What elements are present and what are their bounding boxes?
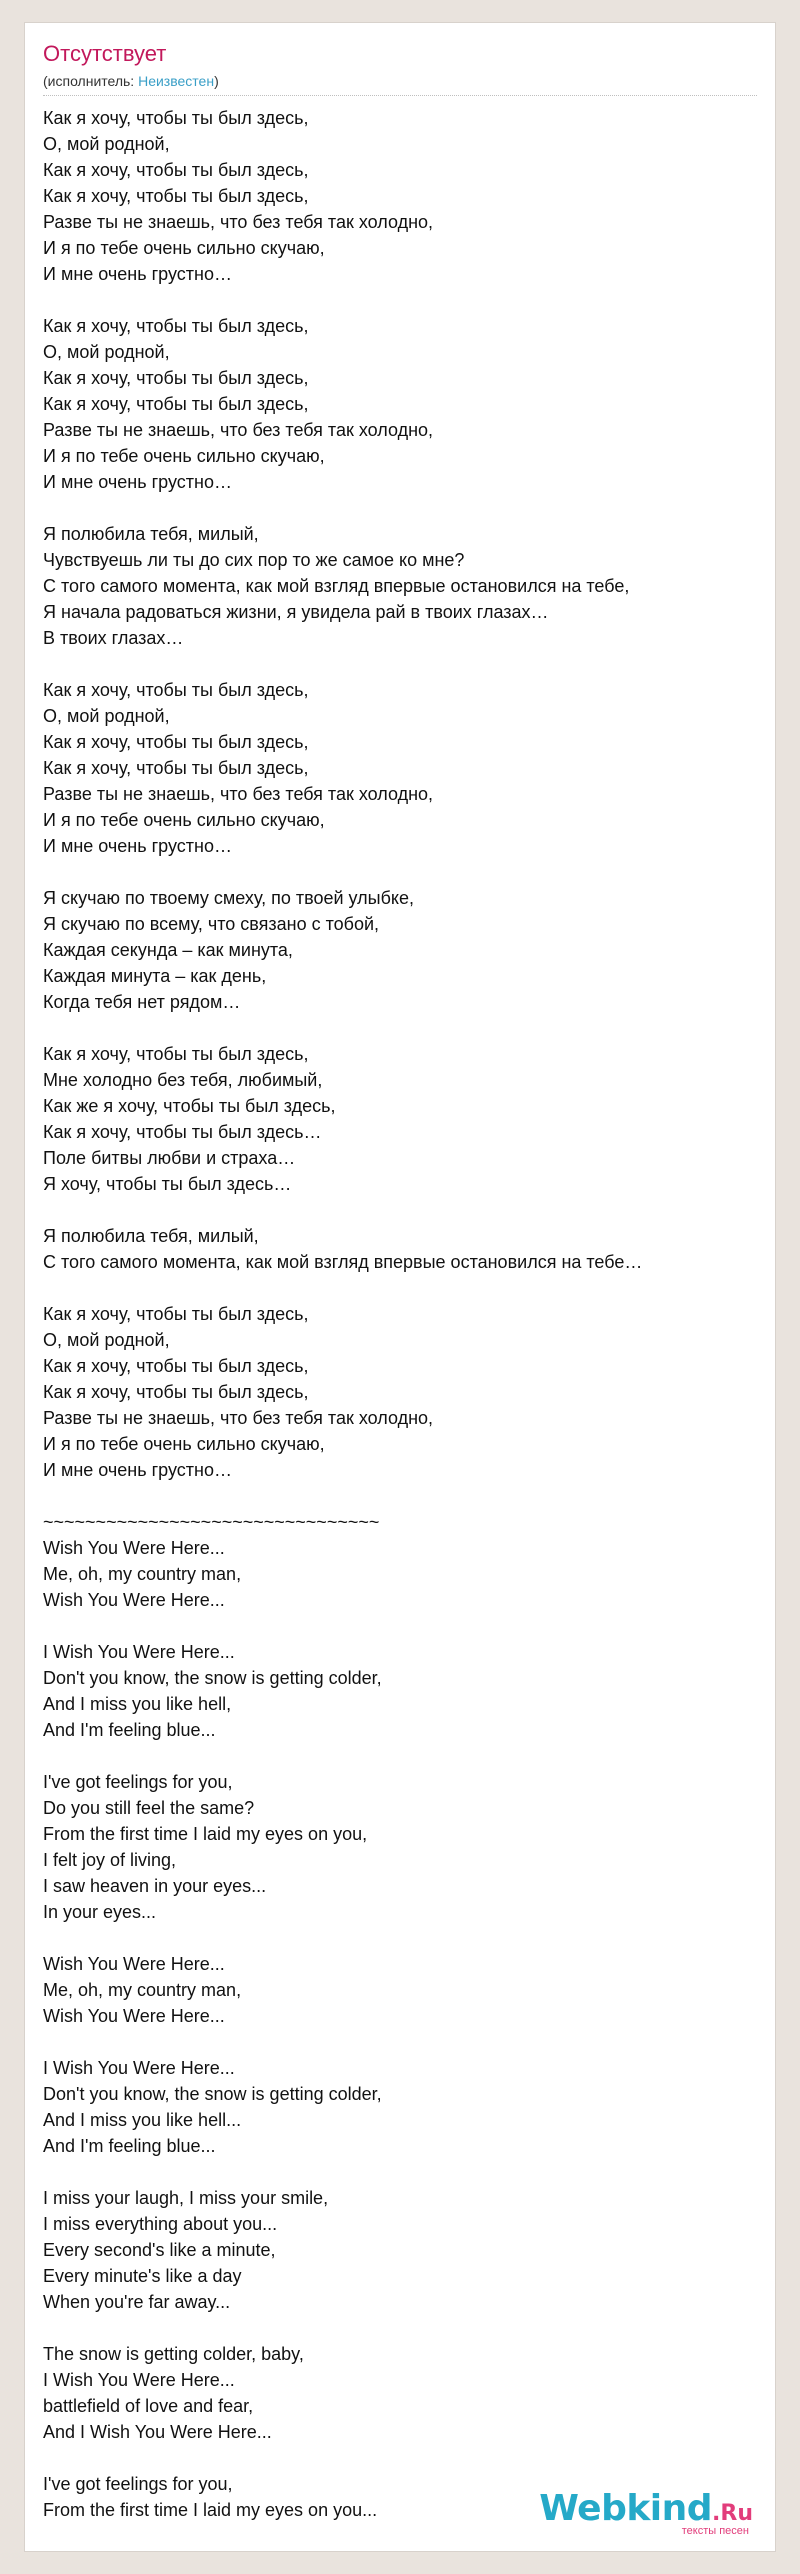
stanza-gap — [43, 495, 759, 521]
lyric-line: When you're far away... — [43, 2292, 231, 2312]
lyric-line: И мне очень грустно… — [43, 836, 232, 856]
stanza-gap — [43, 651, 759, 677]
lyric-line: Как я хочу, чтобы ты был здесь, — [43, 108, 309, 128]
lyric-line: I miss everything about you... — [43, 2214, 278, 2234]
lyrics-card — [24, 22, 776, 2552]
stanza-gap — [43, 1743, 759, 1769]
lyric-line: Я полюбила тебя, милый, — [43, 524, 259, 544]
lyric-line: Как я хочу, чтобы ты был здесь, — [43, 1382, 309, 1402]
lyric-line: Как я хочу, чтобы ты был здесь, — [43, 1044, 309, 1064]
lyric-line: Разве ты не знаешь, что без тебя так холодно, — [43, 212, 434, 232]
stanza-gap — [43, 1483, 759, 1509]
artist-prefix: (исполнитель: — [43, 73, 139, 89]
logo-brand: Webkind — [539, 2488, 713, 2529]
lyric-line: Wish You Were Here... — [43, 1538, 225, 1558]
lyric-line: And I miss you like hell, — [43, 1694, 232, 1714]
lyric-line: battlefield of love and fear, — [43, 2396, 254, 2416]
lyric-line: И я по тебе очень сильно скучаю, — [43, 238, 325, 258]
lyric-line: I Wish You Were Here... — [43, 2058, 235, 2078]
lyric-line: Разве ты не знаешь, что без тебя так холодно, — [43, 420, 434, 440]
lyrics-body — [43, 105, 759, 2523]
lyric-line: В твоих глазах… — [43, 628, 184, 648]
lyric-line: And I'm feeling blue... — [43, 1720, 216, 1740]
lyric-line: Каждая минута – как день, — [43, 966, 267, 986]
artist-line — [43, 73, 219, 89]
stanza-gap — [43, 2445, 759, 2471]
lyric-line: Me, oh, my country man, — [43, 1564, 242, 1584]
lyric-line: And I'm feeling blue... — [43, 2136, 216, 2156]
lyric-line: Wish You Were Here... — [43, 1590, 225, 1610]
lyric-line: Do you still feel the same? — [43, 1798, 255, 1818]
lyric-line: Я полюбила тебя, милый, — [43, 1226, 259, 1246]
lyric-line: О, мой родной, — [43, 134, 170, 154]
lyric-line: Don't you know, the snow is getting colder, — [43, 2084, 382, 2104]
lyric-line: Я начала радоваться жизни, я увидела рай в твоих глазах… — [43, 602, 549, 622]
lyric-line: С того самого момента, как мой взгляд впервые остановился на тебе… — [43, 1252, 643, 1272]
lyric-line: Как я хочу, чтобы ты был здесь, — [43, 368, 309, 388]
lyric-line: Every second's like a minute, — [43, 2240, 276, 2260]
lyric-line: С того самого момента, как мой взгляд впервые остановился на тебе, — [43, 576, 630, 596]
lyric-line: Я хочу, чтобы ты был здесь… — [43, 1174, 292, 1194]
lyric-line: Как я хочу, чтобы ты был здесь, — [43, 1356, 309, 1376]
lyric-line: О, мой родной, — [43, 342, 170, 362]
lyric-line: I miss your laugh, I miss your smile, — [43, 2188, 329, 2208]
lyric-line: Как я хочу, чтобы ты был здесь, — [43, 186, 309, 206]
lyric-line: I felt joy of living, — [43, 1850, 177, 1870]
stanza-gap — [43, 2159, 759, 2185]
lyric-line: Как я хочу, чтобы ты был здесь… — [43, 1122, 322, 1142]
lyric-line: From the first time I laid my eyes on you... — [43, 2500, 378, 2520]
lyric-line: I saw heaven in your eyes... — [43, 1876, 267, 1896]
lyric-line: Как я хочу, чтобы ты был здесь, — [43, 394, 309, 414]
stanza-gap — [43, 1613, 759, 1639]
lyric-line: And I miss you like hell... — [43, 2110, 242, 2130]
lyric-line: И мне очень грустно… — [43, 264, 232, 284]
stanza-gap — [43, 1925, 759, 1951]
lyric-line: И мне очень грустно… — [43, 1460, 232, 1480]
lyric-line: И я по тебе очень сильно скучаю, — [43, 446, 325, 466]
stanza-gap — [43, 287, 759, 313]
lyric-line: Поле битвы любви и страха… — [43, 1148, 296, 1168]
lyric-line: И мне очень грустно… — [43, 472, 232, 492]
lyric-line: I Wish You Were Here... — [43, 1642, 235, 1662]
site-logo[interactable] — [539, 2488, 753, 2537]
header-divider — [43, 95, 757, 96]
lyric-line: Разве ты не знаешь, что без тебя так холодно, — [43, 1408, 434, 1428]
lyric-line: Как я хочу, чтобы ты был здесь, — [43, 316, 309, 336]
artist-link[interactable]: Неизвестен — [138, 73, 215, 89]
page-title: Отсутствует — [43, 41, 167, 66]
lyric-line: И я по тебе очень сильно скучаю, — [43, 810, 325, 830]
lyric-line: О, мой родной, — [43, 1330, 170, 1350]
logo-tagline: тексты песен — [681, 2525, 749, 2537]
lyric-line: Мне холодно без тебя, любимый, — [43, 1070, 323, 1090]
lyric-line: Wish You Were Here... — [43, 1954, 225, 1974]
stanza-gap — [43, 1275, 759, 1301]
artist-suffix: ) — [214, 73, 219, 89]
stanza-gap — [43, 2315, 759, 2341]
stanza-gap — [43, 2029, 759, 2055]
lyric-line: In your eyes... — [43, 1902, 157, 1922]
lyric-line: I've got feelings for you, — [43, 2474, 233, 2494]
lyric-line: Как я хочу, чтобы ты был здесь, — [43, 732, 309, 752]
lyric-line: From the first time I laid my eyes on you, — [43, 1824, 368, 1844]
stanza-gap — [43, 1015, 759, 1041]
lyric-line: ~~~~~~~~~~~~~~~~~~~~~~~~~~~~~~~~ — [43, 1512, 380, 1532]
lyric-line: I've got feelings for you, — [43, 1772, 233, 1792]
lyric-line: Wish You Were Here... — [43, 2006, 225, 2026]
lyric-line: О, мой родной, — [43, 706, 170, 726]
lyric-line: Разве ты не знаешь, что без тебя так холодно, — [43, 784, 434, 804]
lyric-line: Чувствуешь ли ты до сих пор то же самое ко мне? — [43, 550, 465, 570]
logo-tld: .Ru — [712, 2501, 753, 2526]
lyric-line: Когда тебя нет рядом… — [43, 992, 241, 1012]
lyric-line: Я скучаю по всему, что связано с тобой, — [43, 914, 380, 934]
lyric-line: Как я хочу, чтобы ты был здесь, — [43, 1304, 309, 1324]
lyric-line: Как я хочу, чтобы ты был здесь, — [43, 758, 309, 778]
lyric-line: The snow is getting colder, baby, — [43, 2344, 304, 2364]
stanza-gap — [43, 859, 759, 885]
lyric-line: Me, oh, my country man, — [43, 1980, 242, 2000]
lyric-line: Я скучаю по твоему смеху, по твоей улыбке, — [43, 888, 415, 908]
lyric-line: Как же я хочу, чтобы ты был здесь, — [43, 1096, 336, 1116]
lyric-line: And I Wish You Were Here... — [43, 2422, 272, 2442]
lyric-line: Don't you know, the snow is getting colder, — [43, 1668, 382, 1688]
lyric-line: Как я хочу, чтобы ты был здесь, — [43, 160, 309, 180]
lyric-line: Как я хочу, чтобы ты был здесь, — [43, 680, 309, 700]
lyric-line: И я по тебе очень сильно скучаю, — [43, 1434, 325, 1454]
lyric-line: I Wish You Were Here... — [43, 2370, 235, 2390]
lyric-line: Every minute's like a day — [43, 2266, 242, 2286]
stanza-gap — [43, 1197, 759, 1223]
lyric-line: Каждая секунда – как минута, — [43, 940, 293, 960]
